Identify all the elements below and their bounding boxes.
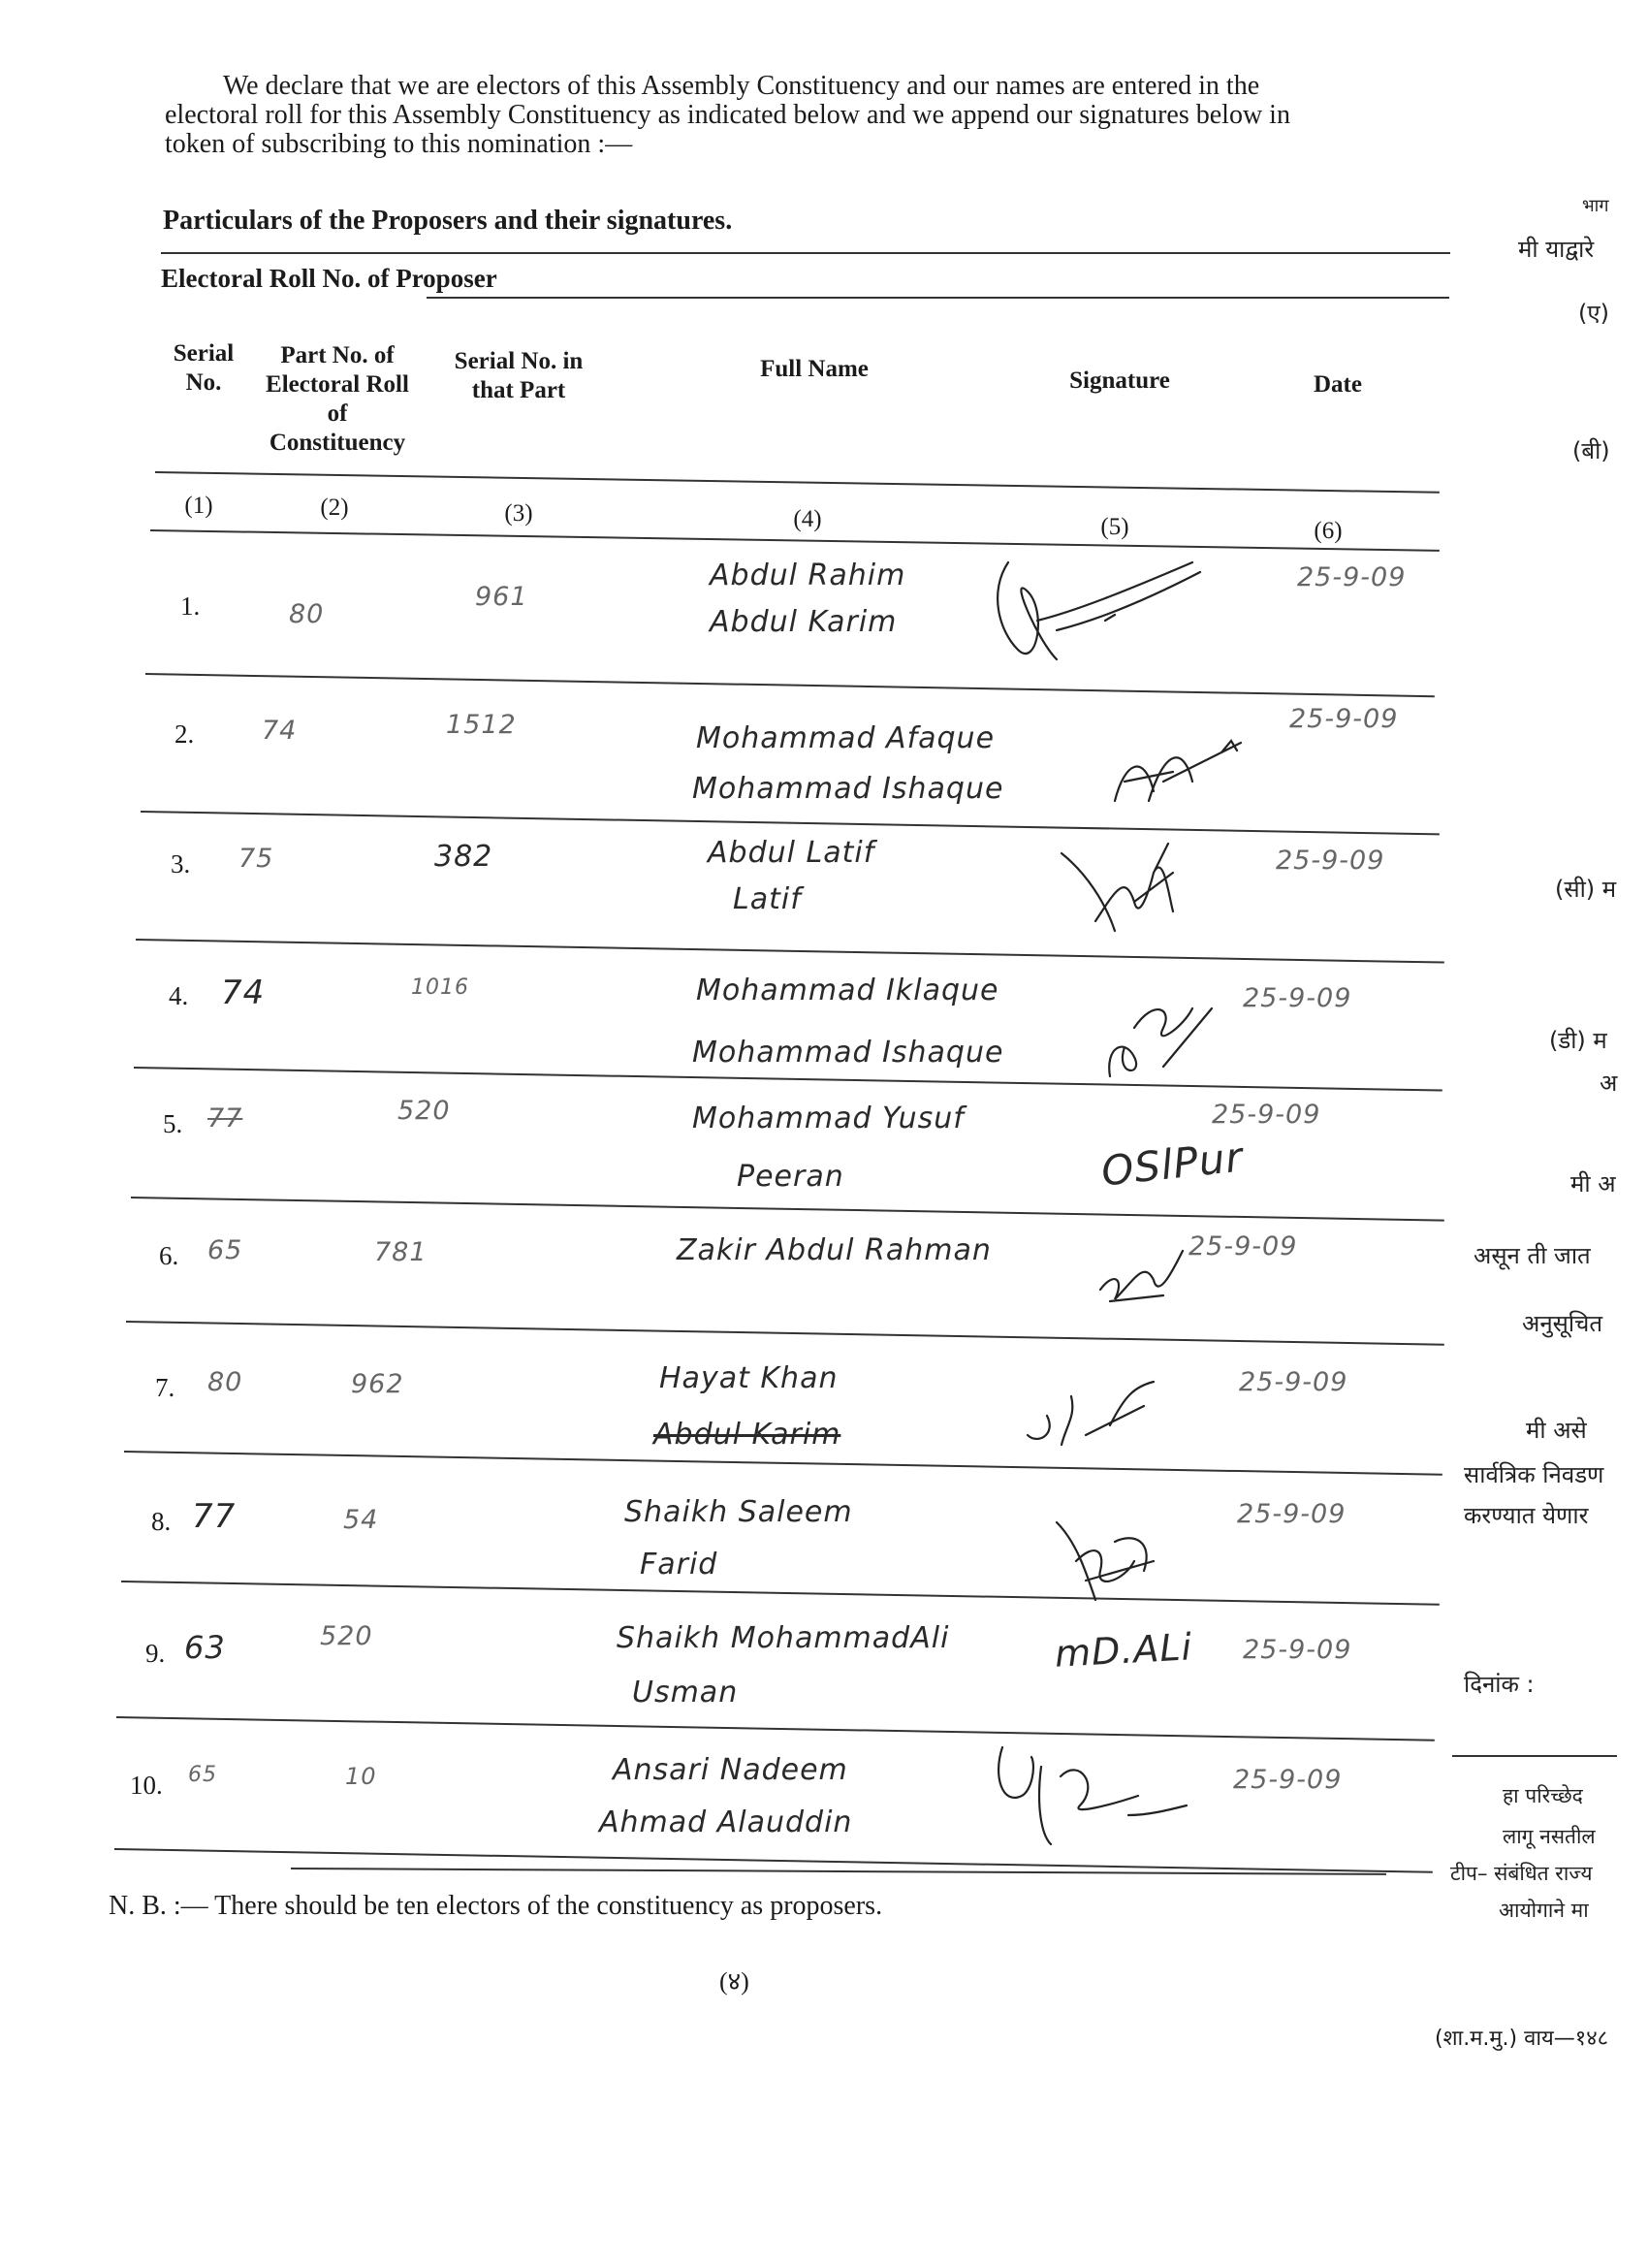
row-rule <box>145 673 1435 697</box>
row-name-line1: Abdul Rahim <box>710 559 906 592</box>
row-name-line2: Usman <box>632 1676 739 1709</box>
declaration-paragraph <box>165 72 1464 159</box>
row-date: 25-9-09 <box>1212 1100 1321 1130</box>
signature-4 <box>1095 970 1231 1086</box>
side-text-d: (डी) म <box>1549 1027 1607 1054</box>
side-text-sarvatrik: सार्वत्रिक निवडण <box>1464 1461 1604 1488</box>
side-divider <box>1452 1755 1617 1757</box>
side-text-a2: अ <box>1600 1070 1618 1097</box>
signature-8 <box>1047 1503 1183 1610</box>
header-full-name: Full Name <box>760 356 869 382</box>
row-serial-in-part: 520 <box>320 1621 373 1651</box>
row-serial: 10. <box>130 1771 163 1800</box>
row-part-no: 77 <box>207 1103 243 1134</box>
row-serial-in-part: 10 <box>345 1763 377 1790</box>
header-signature: Signature <box>1069 367 1170 394</box>
row-part-no: 75 <box>238 844 274 874</box>
row-rule <box>141 811 1440 835</box>
row-name-line2: Abdul Karim <box>710 605 898 639</box>
side-text-mi-ase: मी असे <box>1526 1417 1587 1444</box>
row-name-line2: Latif <box>733 882 802 916</box>
row-name-line1: Zakir Abdul Rahman <box>677 1233 992 1267</box>
row-date: 25-9-09 <box>1243 1635 1352 1665</box>
row-name-line1: Mohammad Iklaque <box>696 974 999 1007</box>
row-rule <box>131 1197 1444 1222</box>
row-part-no: 80 <box>207 1367 243 1397</box>
column-number-5: (5) <box>1100 514 1129 540</box>
signature-5: OSlPur <box>1098 1133 1246 1196</box>
row-name-line2: Mohammad Ishaque <box>692 1036 1004 1070</box>
signature-1 <box>979 553 1212 688</box>
row-serial: 3. <box>171 849 191 878</box>
signature-9: mD.ALi <box>1053 1625 1194 1676</box>
row-serial: 2. <box>174 719 195 749</box>
row-serial: 5. <box>163 1109 183 1138</box>
row-serial-in-part: 382 <box>434 840 493 874</box>
row-name-line1: Shaikh Saleem <box>624 1495 853 1529</box>
row-name-line1: Mohammad Afaque <box>696 721 996 755</box>
row-date: 25-9-09 <box>1188 1231 1298 1262</box>
side-text-bhag: भाग <box>1582 196 1609 216</box>
divider <box>161 252 1450 254</box>
declaration-line-2: electoral roll for this Assembly Constituency as indicated below and we append our signatures below in <box>165 100 1290 130</box>
column-number-2: (2) <box>320 495 349 521</box>
row-serial-in-part: 54 <box>343 1505 379 1535</box>
signature-7 <box>1018 1377 1173 1454</box>
signature-10 <box>983 1738 1196 1854</box>
row-serial-in-part: 961 <box>475 582 528 612</box>
row-name-line2: Ahmad Alauddin <box>599 1805 853 1839</box>
column-number-6: (6) <box>1314 518 1343 544</box>
row-serial-in-part: 1016 <box>411 975 469 1000</box>
row-part-no: 65 <box>207 1235 243 1265</box>
side-text-dinank: दिनांक : <box>1464 1671 1535 1698</box>
side-text-mi-yadwara: मी याद्वारे <box>1518 236 1595 263</box>
row-part-no: 65 <box>188 1763 217 1787</box>
row-rule <box>124 1451 1442 1476</box>
row-part-no: 74 <box>262 716 298 746</box>
signature-2 <box>1105 723 1260 811</box>
row-serial-in-part: 962 <box>351 1369 404 1399</box>
header-rule <box>155 471 1440 494</box>
row-name-line1: Abdul Latif <box>708 836 875 870</box>
header-serial-in-part: Serial No. in that Part <box>454 348 584 403</box>
row-serial-in-part: 781 <box>374 1237 428 1267</box>
row-date: 25-9-09 <box>1239 1367 1348 1397</box>
signature-3 <box>1057 834 1212 941</box>
row-serial: 8. <box>151 1507 172 1536</box>
row-name-line2: Mohammad Ishaque <box>692 772 1004 806</box>
row-serial-in-part: 520 <box>397 1096 451 1126</box>
row-serial: 7. <box>155 1373 175 1402</box>
row-rule <box>116 1716 1435 1741</box>
row-name-line2: Peeran <box>737 1160 844 1194</box>
row-date: 25-9-09 <box>1289 704 1399 734</box>
row-name-line1: Ansari Nadeem <box>613 1753 848 1787</box>
row-serial: 9. <box>145 1639 166 1668</box>
side-text-asun: असून ती जात <box>1474 1242 1591 1269</box>
side-text-a: (ए) <box>1578 300 1609 327</box>
side-text-b: (बी) <box>1572 437 1610 464</box>
row-name-line1: Shaikh MohammadAli <box>617 1621 950 1655</box>
row-rule <box>121 1581 1440 1606</box>
side-text-ha-parichhed: हा परिच्छेद <box>1503 1784 1583 1807</box>
declaration-line-3: token of subscribing to this nomination :— <box>165 129 633 159</box>
column-number-4: (4) <box>793 506 822 532</box>
header-date: Date <box>1314 371 1362 398</box>
row-serial: 6. <box>159 1241 179 1270</box>
side-text-lagu: लागू नसतील <box>1503 1825 1596 1848</box>
row-date: 25-9-09 <box>1237 1499 1347 1529</box>
declaration-line-1: We declare that we are electors of this Assembly Constituency and our names are entered in the <box>223 71 1260 101</box>
subsection-title: Electoral Roll No. of Proposer <box>161 264 497 293</box>
side-text-mi-a: मी अ <box>1570 1170 1616 1198</box>
row-rule <box>136 939 1444 964</box>
side-text-karanyat: करण्यात येणार <box>1464 1502 1589 1529</box>
divider <box>427 297 1449 299</box>
signature-6 <box>1095 1231 1192 1309</box>
row-part-no: 74 <box>221 974 266 1012</box>
section-title: Particulars of the Proposers and their signatures. <box>163 206 733 236</box>
row-date: 25-9-09 <box>1243 983 1352 1013</box>
row-part-no: 77 <box>192 1497 237 1536</box>
header-serial-no: Serial No. <box>173 340 235 396</box>
row-serial-in-part: 1512 <box>446 710 517 740</box>
row-serial: 1. <box>180 591 201 621</box>
row-date: 25-9-09 <box>1297 562 1407 592</box>
column-number-3: (3) <box>504 500 533 527</box>
side-text-ayogane: आयोगाने मा <box>1499 1899 1589 1922</box>
row-name-line1: Mohammad Yusuf <box>692 1102 965 1135</box>
row-part-no: 80 <box>289 599 325 629</box>
nb-note: N. B. :— There should be ten electors of the constituency as proposers. <box>109 1891 883 1921</box>
row-name-line2: Farid <box>640 1548 718 1581</box>
column-number-1: (1) <box>184 493 213 519</box>
row-rule <box>134 1067 1442 1092</box>
side-text-c: (सी) म <box>1555 876 1617 903</box>
row-name-line2: Abdul Karim <box>653 1418 841 1452</box>
row-name-line1: Hayat Khan <box>659 1361 839 1395</box>
row-rule <box>126 1321 1444 1346</box>
header-part-no: Part No. of Electoral Roll of Constituency <box>266 342 409 456</box>
row-part-no: 63 <box>184 1629 226 1666</box>
row-date: 25-9-09 <box>1276 846 1385 876</box>
row-date: 25-9-09 <box>1233 1765 1343 1795</box>
side-text-anusuchit: अनुसूचित <box>1522 1310 1603 1337</box>
page-number: (४) <box>719 1967 749 1996</box>
footer-code: (शा.म.मु.) वाय—१४८ <box>1435 2027 1609 2051</box>
side-text-tip: टीप– संबंधित राज्य <box>1450 1862 1593 1885</box>
row-serial: 4. <box>169 981 189 1010</box>
